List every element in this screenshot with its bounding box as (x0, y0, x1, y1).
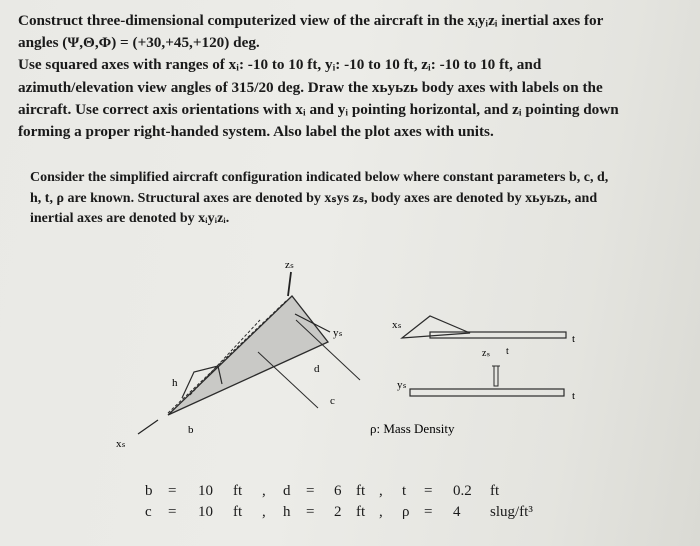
param-h-value: 2 (334, 504, 342, 520)
label-zs: zₛ (285, 259, 294, 271)
problem-line-2: angles (Ψ,Θ,Φ) = (+30,+45,+120) deg. (18, 34, 260, 52)
top-view-wing (402, 316, 470, 338)
param-d-unit: ft (356, 483, 366, 499)
problem-line-4: azimuth/elevation view angles of 315/20 deg. Draw the xьyьzь body axes with labels on the (18, 78, 603, 96)
label-t-side: t (572, 390, 576, 402)
config-line-2: h, t, ρ are known. Structural axes are denoted by xₛys zₛ, body axes are denoted by xьyьzь, and (30, 190, 598, 206)
param-b-eq: = (168, 483, 177, 499)
side-view-plate (410, 389, 564, 396)
problem-line-6: forming a proper right-handed system. Also label the plot axes with units. (18, 123, 494, 141)
wing-planform (168, 296, 328, 415)
config-line-1: Consider the simplified aircraft configuration indicated below where constant parameters b, c, d, (30, 170, 609, 185)
param-h-name: h (283, 504, 291, 520)
label-zs-side: zₛ (482, 348, 491, 359)
label-ys: yₛ (333, 327, 343, 339)
label-h: h (172, 377, 178, 389)
param-c-sep: , (262, 504, 266, 520)
param-d-value: 6 (334, 483, 342, 499)
problem-line-1: Construct three-dimensional computerized view of the aircraft in the xᵢyᵢzᵢ inertial axes for (18, 12, 604, 29)
xs-axis (138, 420, 158, 434)
param-c-name: c (145, 504, 152, 520)
config-line-3: inertial axes are denoted by xᵢyᵢzᵢ. (30, 211, 230, 226)
param-b-name: b (145, 483, 153, 499)
param-t-eq: = (424, 483, 433, 499)
param-h-unit: ft (356, 504, 366, 520)
param-d-eq: = (306, 483, 315, 499)
side-view-fin (494, 366, 498, 386)
param-d-sep: , (379, 483, 383, 499)
param-c-value: 10 (198, 504, 213, 520)
problem-line-5: aircraft. Use correct axis orientations with xᵢ and yᵢ pointing horizontal, and zᵢ pointing down (18, 100, 619, 118)
param-rho-name: ρ (402, 504, 410, 520)
param-b-sep: , (262, 483, 266, 499)
label-ys-side: yₛ (397, 379, 407, 391)
density-label: ρ: Mass Density (370, 421, 455, 436)
param-rho-eq: = (424, 504, 433, 520)
param-h-sep: , (379, 504, 383, 520)
label-xs-left: xₛ (116, 438, 126, 450)
param-rho-value: 4 (453, 504, 461, 520)
label-d: d (314, 363, 320, 375)
label-xs-top: xₛ (392, 319, 402, 331)
param-rho-unit: slug/ft³ (490, 504, 533, 520)
problem-line-3: Use squared axes with ranges of xᵢ: -10 to 10 ft, yᵢ: -10 to 10 ft, zᵢ: -10 to 10 ft, and (18, 56, 542, 74)
label-c: c (330, 395, 335, 407)
param-h-eq: = (306, 504, 315, 520)
param-c-eq: = (168, 504, 177, 520)
param-t-name: t (402, 483, 407, 499)
param-c-unit: ft (233, 504, 243, 520)
param-b-value: 10 (198, 483, 213, 499)
param-b-unit: ft (233, 483, 243, 499)
param-d-name: d (283, 483, 291, 499)
param-t-unit: ft (490, 483, 500, 499)
label-t-side-top: t (506, 346, 509, 357)
label-t-top: t (572, 333, 576, 345)
zs-axis (288, 272, 291, 296)
param-t-value: 0.2 (453, 483, 472, 499)
label-b: b (188, 424, 194, 436)
